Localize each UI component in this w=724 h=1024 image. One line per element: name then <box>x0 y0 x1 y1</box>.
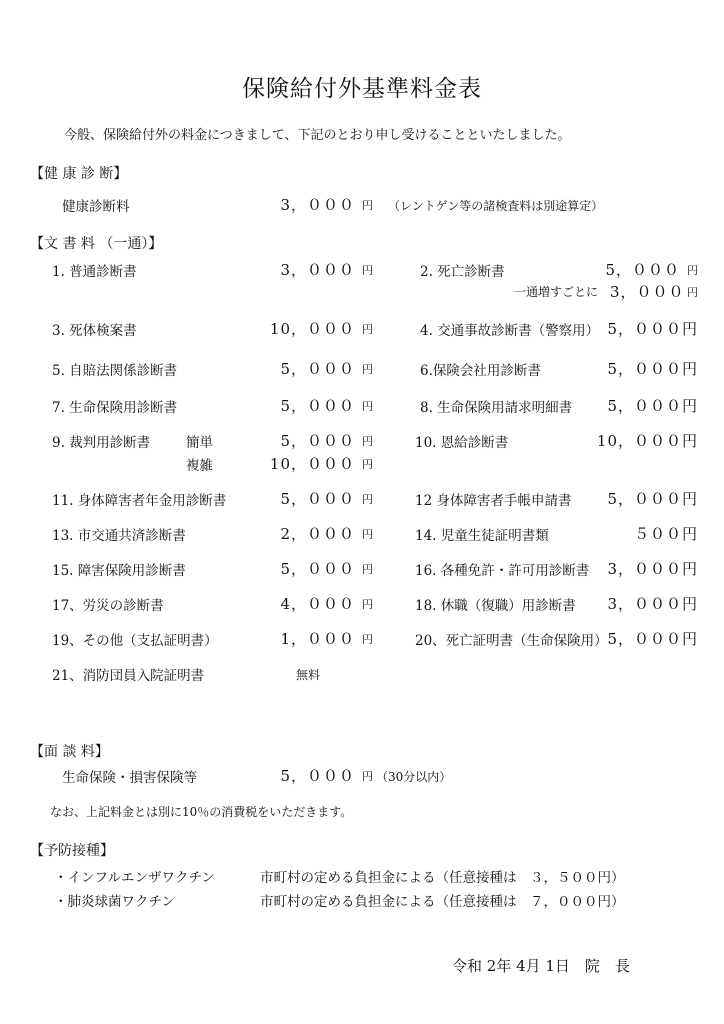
doc-label: 18. 休職（復職）用診断書 <box>415 598 576 614</box>
doc-label: 16. 各種免許・許可用診断書 <box>415 563 590 579</box>
tax-note: なお、上記料金とは別に10％の消費税をいただきます。 <box>50 805 353 819</box>
signature-date: 令和 2年 4月 1日 院 長 <box>452 957 630 975</box>
interview-heading: 【面 談 料】 <box>30 744 109 760</box>
doc-label: 2. 死亡診断書 <box>420 264 505 280</box>
doc-label: 1. 普通診断書 <box>52 264 137 280</box>
doc-yen: 円 <box>362 563 373 576</box>
doc-label: 7. 生命保険用診断書 <box>52 400 178 416</box>
doc-amount: 4，０００ <box>280 595 355 613</box>
doc-yen: 円 <box>362 400 373 413</box>
doc-amount: 5，０００円 <box>607 360 698 378</box>
doc-yen: 円 <box>362 633 373 646</box>
doc-amount: 5，０００円 <box>607 630 698 648</box>
doc-yen: 円 <box>362 264 373 277</box>
doc-amount: 5，０００ <box>280 360 355 378</box>
doc-label: 9. 裁判用診断書 <box>52 435 151 451</box>
health-item: 健康診断料 <box>62 199 130 215</box>
doc-amount: 10，０００ <box>269 320 355 338</box>
docs-heading: 【文 書 料 （一通）】 <box>30 236 163 252</box>
vaccine-label: ・インフルエンザワクチン <box>54 870 215 886</box>
interview-item: 生命保険・損害保険等 <box>62 770 197 786</box>
doc-label: 3. 死体検案書 <box>52 323 137 339</box>
doc-amount: 10，０００ <box>269 455 355 473</box>
health-heading: 【健 康 診 断】 <box>30 166 128 182</box>
doc-amount: 5，０００円 <box>607 490 698 508</box>
doc-label: 17、労災の診断書 <box>52 598 164 614</box>
doc-amount: 5，０００円 <box>607 320 698 338</box>
doc-amount: 3，０００円 <box>607 560 698 578</box>
doc-label: 一通増すごとに <box>514 285 599 299</box>
doc-label: 21、消防団員入院証明書 <box>52 668 205 684</box>
interview-note: （30分以内） <box>376 770 452 784</box>
doc-yen: 円 <box>362 528 373 541</box>
doc-yen: 円 <box>687 286 698 299</box>
vaccine-desc: 市町村の定める負担金による（任意接種は ７，０００円） <box>260 894 625 910</box>
intro-text: 今般、保険給付外の料金につきまして、下記のとおり申し受けることといたしました。 <box>64 128 571 143</box>
doc-yen: 円 <box>362 493 373 506</box>
doc-yen: 円 <box>687 264 698 277</box>
doc-amount: 5，０００ <box>280 560 355 578</box>
doc-label: 8. 生命保険用請求明細書 <box>420 400 573 416</box>
doc-amount: 5，０００ <box>605 261 680 279</box>
doc-amount: 5，０００ <box>280 432 355 450</box>
doc-amount: 5，０００ <box>280 490 355 508</box>
health-amount: 3，０００ <box>280 196 355 214</box>
interview-yen: 円 <box>362 770 373 783</box>
doc-label: 15. 障害保険用診断書 <box>52 563 186 579</box>
interview-amount: 5，０００ <box>280 767 355 785</box>
doc-amount: ５００円 <box>633 525 698 543</box>
vaccine-label: ・肺炎球菌ワクチン <box>54 894 175 910</box>
doc-label: 6.保険会社用診断書 <box>420 363 541 379</box>
vaccine-heading: 【予防接種】 <box>30 843 114 859</box>
doc-amount: 3，０００円 <box>607 595 698 613</box>
doc-amount: 2，０００ <box>280 525 355 543</box>
doc-label: 14. 児童生徒証明書類 <box>415 528 549 544</box>
doc-label: 19、その他（支払証明書） <box>52 633 218 649</box>
page-title: 保険給付外基準料金表 <box>242 76 482 102</box>
doc-sub-label: 簡単 <box>186 435 213 451</box>
doc-yen: 円 <box>362 363 373 376</box>
doc-amount: 3，０００ <box>280 261 355 279</box>
doc-amount: 無料 <box>296 668 321 682</box>
doc-label: 4. 交通事故診断書（警察用） <box>420 323 600 339</box>
doc-amount: 10，０００円 <box>596 432 698 450</box>
vaccine-desc: 市町村の定める負担金による（任意接種は ３，５００円） <box>260 870 625 886</box>
doc-amount: 5，０００円 <box>607 397 698 415</box>
doc-sub-label: 複雑 <box>186 458 213 474</box>
doc-yen: 円 <box>362 323 373 336</box>
doc-amount: 3，０００ <box>610 283 685 301</box>
doc-label: 11. 身体障害者年金用診断書 <box>52 493 227 509</box>
doc-label: 12 身体障害者手帳申請書 <box>415 493 572 509</box>
doc-amount: 5，０００ <box>280 397 355 415</box>
doc-amount: 1，０００ <box>280 630 355 648</box>
doc-yen: 円 <box>362 435 373 448</box>
doc-yen: 円 <box>362 458 373 471</box>
doc-label: 20、死亡証明書（生命保険用） <box>415 633 608 649</box>
doc-yen: 円 <box>362 598 373 611</box>
health-note: （レントゲン等の諸検査料は別途算定） <box>388 199 604 213</box>
health-yen: 円 <box>362 199 373 212</box>
doc-label: 13. 市交通共済診断書 <box>52 528 186 544</box>
doc-label: 10. 恩給診断書 <box>415 435 509 451</box>
doc-label: 5. 自賠法関係診断書 <box>52 363 178 379</box>
